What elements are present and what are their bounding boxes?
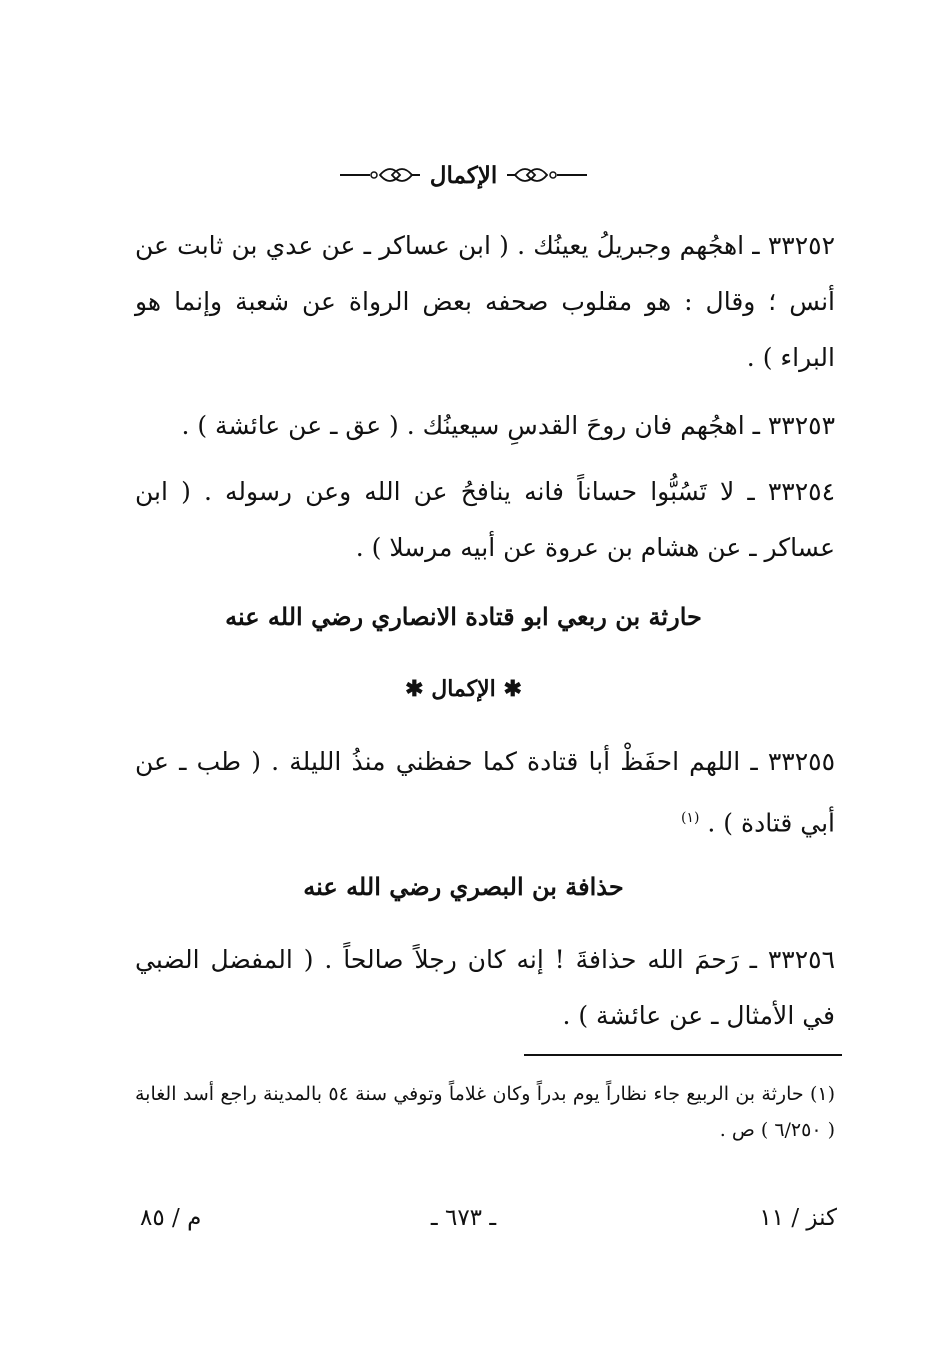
- footnote-marker: (١): [680, 810, 700, 826]
- section-heading: [0, 150, 927, 200]
- hadith-entry-text: ٣٣٢٥٥ ـ اللهم احفَظْ أبا قتادة كما حفظني منذُ الليلة . ( طب ـ عن أبي قتادة ) .: [135, 747, 835, 838]
- ikmal-subheading: [0, 676, 927, 702]
- hadith-entry: ٣٣٢٥٣ ـ اهجُهم فان روحَ القدسِ سيعينُك . ( عق ـ عن عائشة ) .: [181, 411, 835, 440]
- footer-signature: م / ٨٥: [140, 1205, 202, 1231]
- star-ornament-icon: ✱: [405, 676, 424, 702]
- hadith-entry: ٣٣٢٥٢ ـ اهجُهم وجبريلُ يعينُك . ( ابن عساكر ـ عن عدي بن ثابت عن أنس ؛ وقال : هو مقلوب صحفه بعض الرواة عن شعبة وإنما هو البراء ) .: [135, 231, 835, 372]
- hadith-entry: ٣٣٢٥٦ ـ رَحمَ الله حذافةَ ! إنه كان رجلاً صالحاً . ( المفضل الضبي في الأمثال ـ عن عائشة ) .: [135, 945, 835, 1030]
- section-title-hudhayfa: حذافة بن البصري رضي الله عنه: [303, 872, 624, 901]
- footnote: (١) حارثة بن الربيع جاء نظاراً يوم بدراً وكان غلاماً وتوفي سنة ٥٤ بالمدينة راجع أسد الغابة ( ٦/٢٥٠ ) ص .: [135, 1083, 836, 1141]
- hadith-entry: ٣٣٢٥٤ ـ لا تَسُبُّوا حساناً فانه ينافحُ عن الله وعن رسوله . ( ابن عساكر ـ عن هشام بن عروة عن أبيه مرسلا ) .: [135, 477, 835, 562]
- footnote-divider: [524, 1054, 842, 1056]
- footer-volume: كنز / ١١: [759, 1205, 837, 1231]
- ornament-left-icon: [507, 160, 587, 190]
- ornament-right-icon: [340, 160, 420, 190]
- page-number: ـ ٦٧٣ ـ: [430, 1205, 497, 1231]
- hadith-entry: [135, 734, 835, 851]
- section-title: الإكمال: [429, 161, 498, 189]
- ikmal-label: الإكمال: [431, 676, 496, 702]
- star-ornament-icon: ✱: [503, 676, 522, 702]
- section-title-haritha: حارثة بن ربعي ابو قتادة الانصاري رضي الله عنه: [225, 602, 702, 631]
